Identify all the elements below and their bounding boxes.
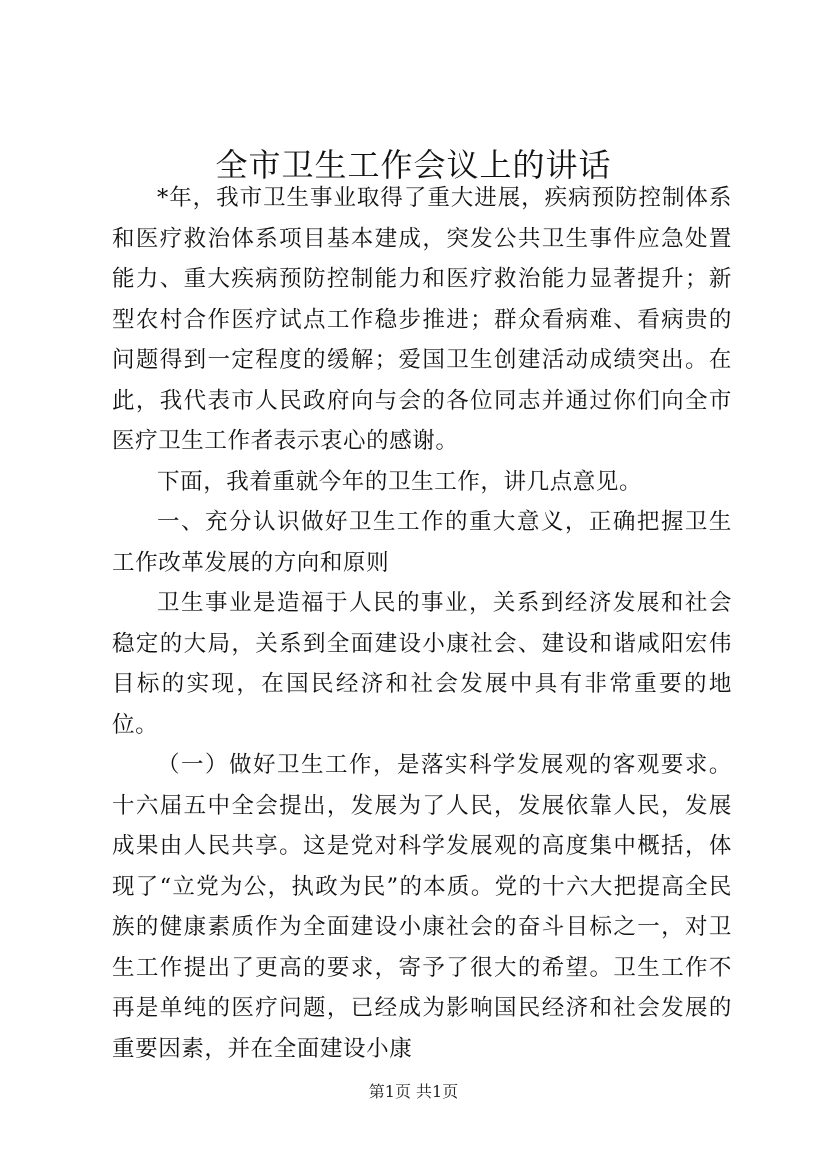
paragraph-opinions: 下面，我着重就今年的卫生工作，讲几点意见。: [157, 468, 643, 495]
section-heading-1: 一、充分认识做好卫生工作的重大意义，正确把握卫生工作改革发展的方向和原则: [112, 509, 732, 576]
paragraph-subsection-1: （一）做好卫生工作，是落实科学发展观的客观要求。十六届五中全会提出，发展为了人民，发展依靠人民，发展成果由人民共享。这是党对科学发展观的高度集中概括，体现了“立党为公，执政为民”的本质。党的十六大把提高全民族的健康素质作为全面建设小康社会的奋斗目标之一，对卫生工作提出了更高的要求，寄予了很大的希望。卫生工作不再是单纯的医疗问题，已经成为影响国民经济和社会发展的重要因素，并在全面建设小康: [112, 752, 732, 1062]
page-footer: 第1页 共1页: [368, 1082, 459, 1101]
paragraph-intro: *年，我市卫生事业取得了重大进展，疾病预防控制体系和医疗救治体系项目基本建成，突发公共卫生事件应急处置能力、重大疾病预防控制能力和医疗救治能力显著提升；新型农村合作医疗试点工作稳步推进；群众看病难、看病贵的问题得到一定程度的缓解；爱国卫生创建活动成绩突出。在此，我代表市人民政府向与会的各位同志并通过你们向全市医疗卫生工作者表示衷心的感谢。: [112, 185, 732, 454]
document-body: [112, 178, 732, 1069]
document-title: 全市卫生工作会议上的讲话: [215, 146, 612, 184]
paragraph-significance: 卫生事业是造福于人民的事业，关系到经济发展和社会稳定的大局，关系到全面建设小康社会、建设和谐咸阳宏伟目标的实现，在国民经济和社会发展中具有非常重要的地位。: [112, 590, 732, 738]
